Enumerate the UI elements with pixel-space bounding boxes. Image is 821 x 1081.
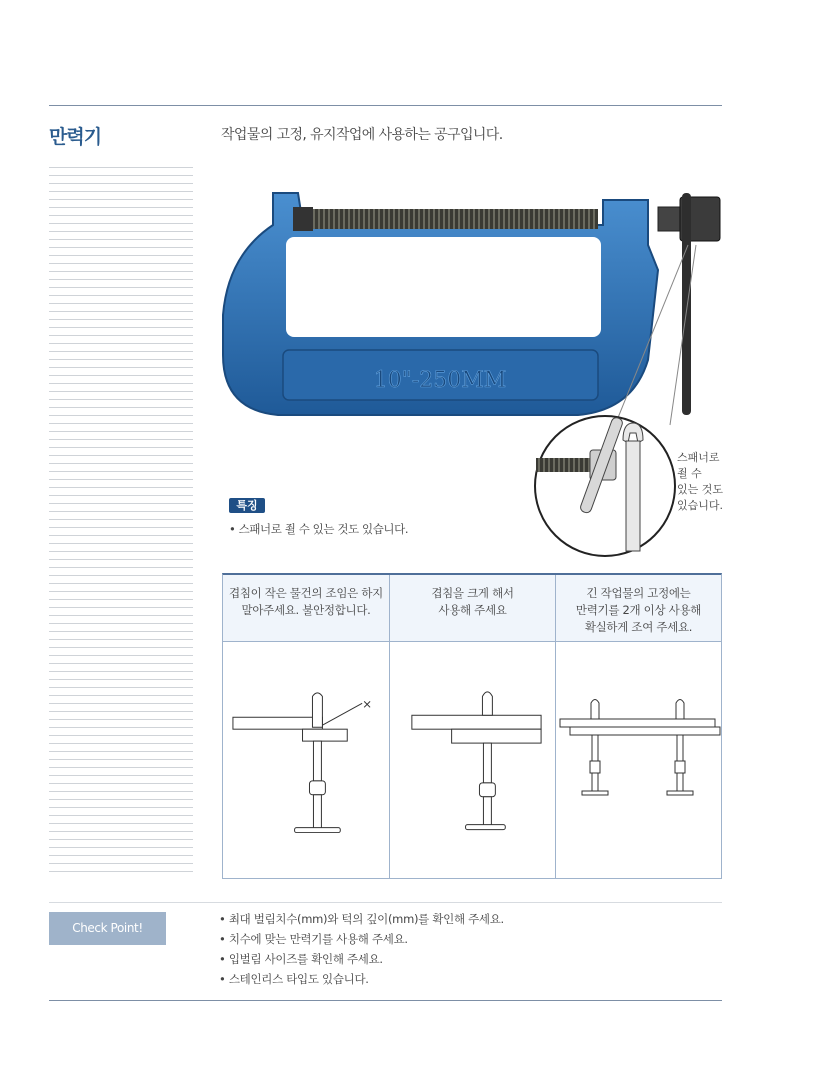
zoom-caption-line: 있습니다. [677,499,724,512]
usage-column-small-overlap [223,575,390,878]
check-point-item: • 치수에 맞는 만력기를 사용해 주세요. [219,932,408,946]
check-point-list [219,909,504,989]
zoom-caption-line: 있는 것도 [677,483,724,496]
caption-line: 말아주세요. 불안정합니다. [241,603,371,617]
caption-line: 긴 작업물의 고정에는 [586,586,691,600]
caption-line: 확실하게 조여 주세요. [584,620,693,634]
usage-table [222,573,722,879]
section-divider [49,902,722,903]
check-point-label: Check Point! [49,912,166,945]
diagram-small-overlap [223,641,389,879]
screw-thread [308,209,598,229]
caption-line: 겹침이 작은 물건의 조임은 하지 [229,586,383,600]
usage-column-caption [556,585,721,636]
feature-text: • 스패너로 죌 수 있는 것도 있습니다. [229,522,409,536]
usage-column-long-workpiece [556,575,721,878]
caption-line: 만력기를 2개 이상 사용해 [575,603,702,617]
check-point-item: • 최대 벌림치수(mm)와 턱의 깊이(mm)를 확인해 주세요. [219,912,504,926]
t-handle [682,193,691,415]
check-point-item: • 스테인리스 타입도 있습니다. [219,972,369,986]
clamp-opening [286,237,601,337]
usage-column-caption [223,585,389,619]
diagram-long-workpiece [556,641,721,879]
page-title: 만력기 [49,126,102,148]
size-marking: 10"-250MM [373,368,507,393]
usage-column-caption [390,585,555,619]
sidebar-line-pattern [49,167,193,879]
page-subtitle: 작업물의 고정, 유지작업에 사용하는 공구입니다. [221,127,503,143]
zoom-detail [535,416,675,556]
feature-tag: 특징 [229,498,265,513]
check-point-item: • 입벌림 사이즈를 확인해 주세요. [219,952,383,966]
bottom-rule [49,1000,722,1001]
zoom-caption-line: 죌 수 [677,467,702,480]
diagram-large-overlap [390,641,555,879]
zoom-caption-line: 스패너로 [677,451,720,464]
caption-line: 사용해 주세요 [438,603,507,617]
c-clamp-photo [218,185,728,570]
top-rule [49,105,722,106]
caption-line: 겹침을 크게 해서 [431,586,514,600]
usage-column-large-overlap [390,575,556,878]
zoom-caption [677,450,737,514]
